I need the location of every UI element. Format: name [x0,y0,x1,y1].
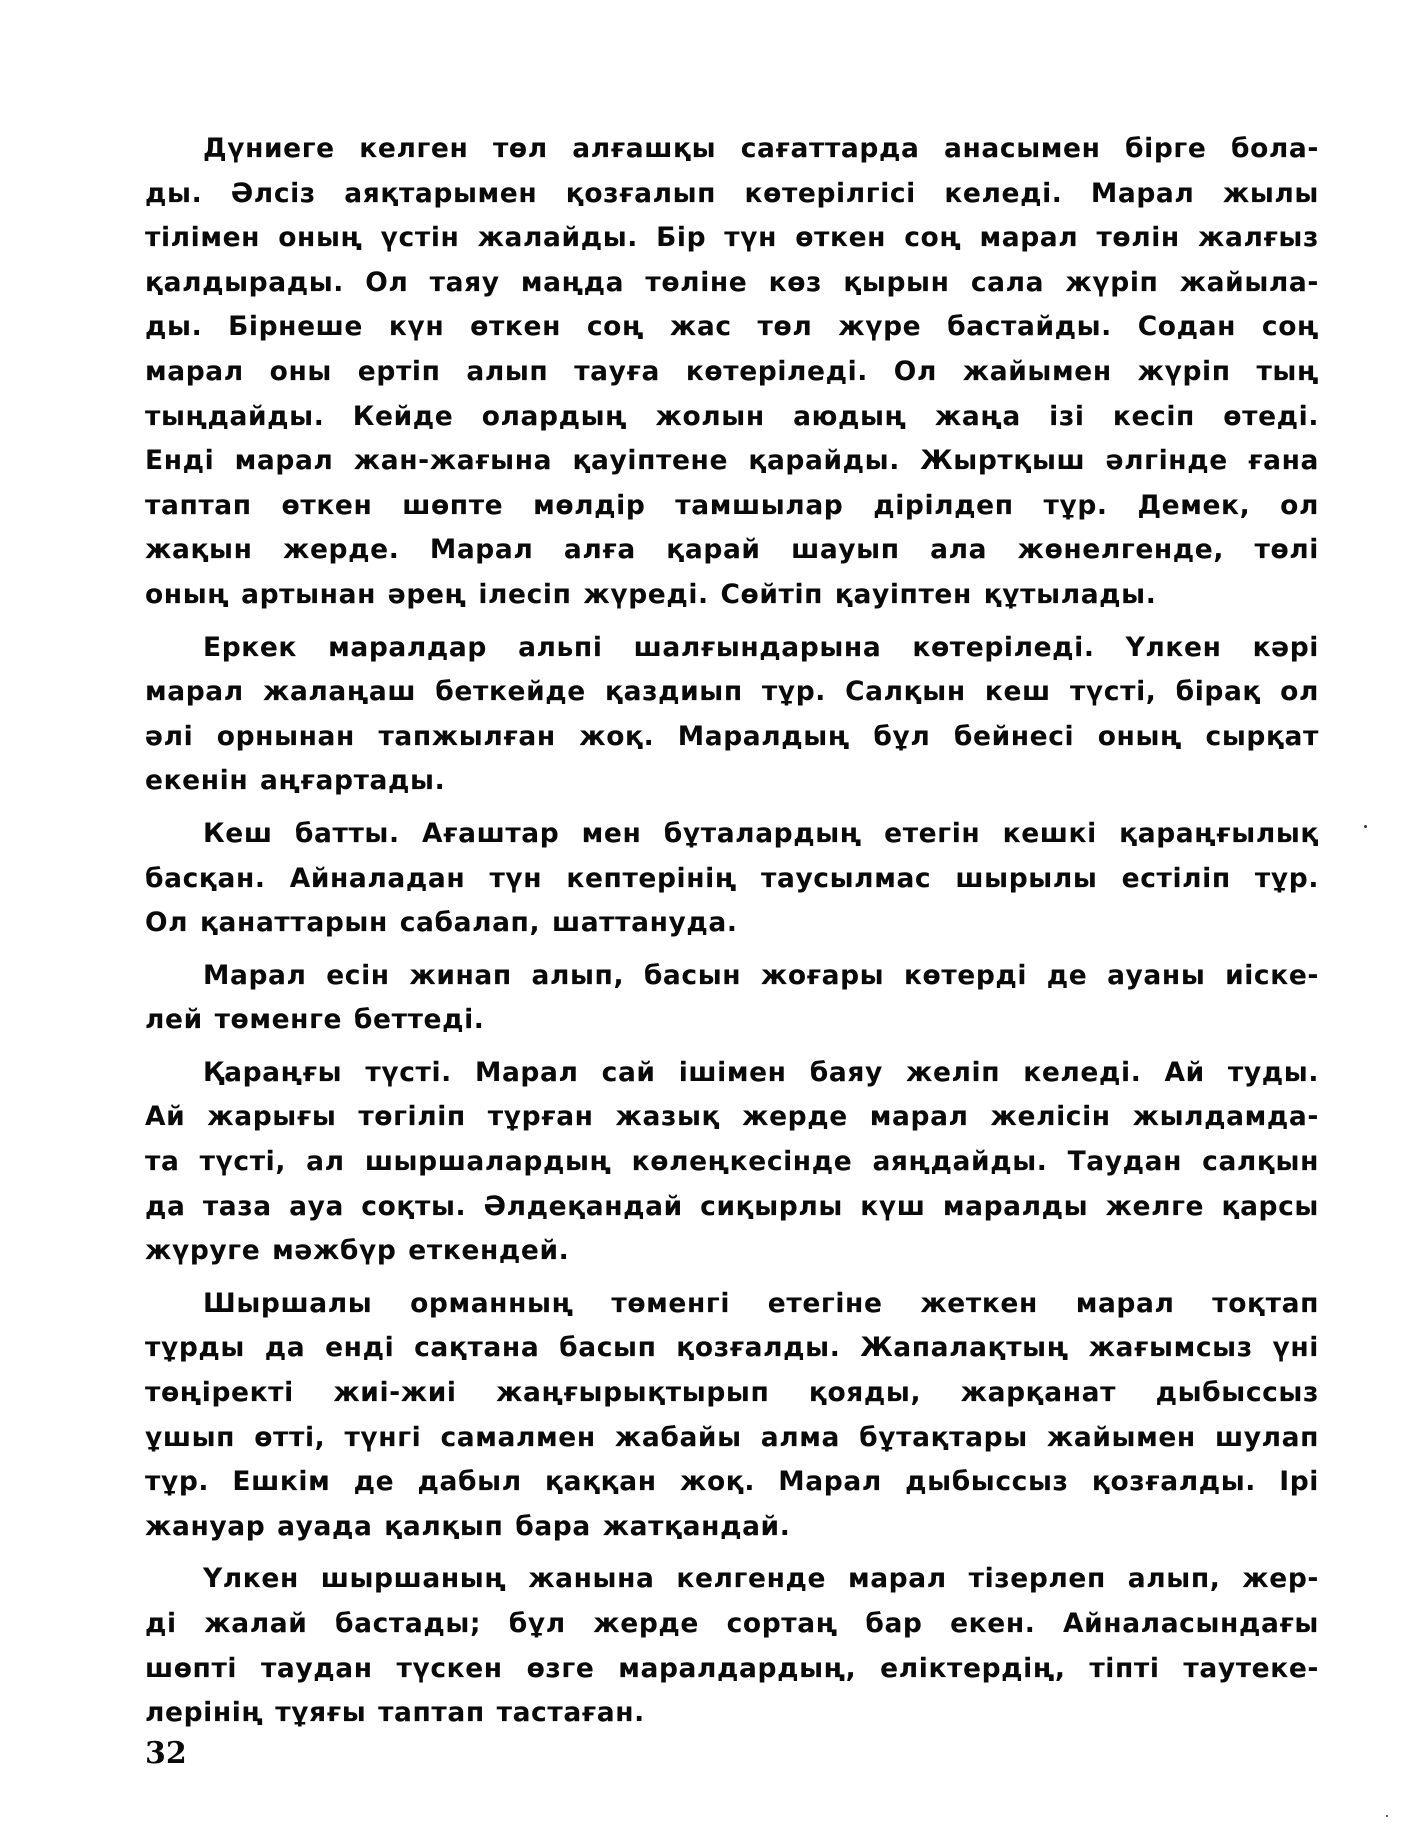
text-line: Еркек маралдар альпі шалғындарына көтеріледі. Үлкен кәрі [203,631,1319,663]
text-line: тыңдайды. Кейде олардың жолын аюдың жаңа ізі кесіп өтеді. [145,400,1319,432]
text-line: Ол қанаттарын сабалап, шаттануда. [145,907,738,939]
text-line: марал оны ертіп алып тауға көтеріледі. Ол жайымен жүріп тың [145,355,1319,387]
text-line: ді жалай бастады; бұл жерде сортаң бар екен. Айналасындағы [145,1608,1319,1639]
text-line: Енді марал жан-жағына қауіптене қарайды. Жыртқыш әлгінде ғана [145,445,1319,477]
text-line: тілімен оның үстін жалайды. Бір түн өткен соң марал төлін жалғыз [145,222,1319,254]
scan-speck [1364,825,1367,828]
paragraph [145,1282,1319,1550]
text-line: Шыршалы орманның төменгі етегіне жеткен марал тоқтап [203,1287,1319,1319]
text-line: тұр. Ешкім де дабыл қаққан жоқ. Марал дыбыссыз қозғалды. Ірі [145,1466,1319,1498]
text-line: жүруге мәжбүр еткендей. [145,1235,570,1267]
text-line: екенін аңғартады. [145,765,446,797]
text-line: әлі орнынан тапжылған жоқ. Маралдың бұл бейнесі оның сырқат [145,720,1319,752]
text-line: лей төменге беттеді. [145,1004,485,1036]
text-line: ды. Бірнеше күн өткен соң жас төл жүре бастайды. Содан соң [145,311,1319,343]
text-line: марал жалаңаш беткейде қаздиып тұр. Салқын кеш түсті, бірақ ол [145,676,1319,708]
text-line: оның артынан әрең ілесіп жүреді. Сөйтіп қауіптен құтылады. [145,578,1157,610]
text-line: ды. Әлсіз аяқтарымен қозғалып көтерілгісі келеді. Марал жылы [145,177,1319,209]
paragraph [145,127,1319,618]
text-line: таптап өткен шөпте мөлдір тамшылар дірілдеп тұр. Демек, ол [145,489,1319,521]
text-line: Дүниеге келген төл алғашқы сағаттарда анасымен бірге бола- [203,133,1319,164]
page-number: 32 [145,1736,187,1771]
text-line: жануар ауада қалқып бара жатқандай. [145,1510,791,1542]
text-line: Үлкен шыршаның жанына келгенде марал тізерлеп алып, жер- [203,1563,1319,1595]
text-line: басқан. Айналадан түн кептерінің таусылмас шырылы естіліп тұр. [145,862,1319,894]
text-line: Марал есін жинап алып, басын жоғары көтерді де ауаны иіске- [203,959,1319,991]
text-line: ұшып өтті, түнгі самалмен жабайы алма бұтақтары жайымен шулап [145,1421,1319,1453]
paragraph [145,626,1319,804]
text-line: та түсті, ал шыршалардың көлеңкесінде аяңдайды. Таудан салқын [145,1146,1319,1178]
text-line: төңіректі жиі-жиі жаңғырықтырып қояды, жарқанат дыбыссыз [145,1377,1319,1409]
text-line: Қараңғы түсті. Марал сай ішімен баяу желіп келеді. Ай туды. [203,1056,1319,1088]
text-line: Ай жарығы төгіліп тұрған жазық жерде марал желісін жылдамда- [145,1101,1319,1133]
book-page-body [145,127,1319,1744]
paragraph [145,812,1319,946]
text-line: жақын жерде. Марал алға қарай шауып ала жөнелгенде, төлі [145,534,1319,566]
text-line: да таза ауа соқты. Әлдеқандай сиқырлы күш маралды желге қарсы [145,1190,1319,1222]
text-line: Кеш батты. Ағаштар мен бұталардың етегін кешкі қараңғылық [203,817,1319,849]
text-line: тұрды да енді сақтана басып қозғалды. Жапалақтың жағымсыз үні [145,1332,1319,1364]
text-line: шөпті таудан түскен өзге маралдардың, еліктердің, тіпті таутеке- [145,1652,1319,1684]
text-line: лерінің тұяғы таптап тастаған. [145,1697,645,1729]
paragraph [145,1557,1319,1735]
paragraph [145,954,1319,1043]
paragraph [145,1051,1319,1274]
scan-speck [1386,1815,1388,1817]
text-line: қалдырады. Ол таяу маңда төліне көз қырын сала жүріп жайыла- [145,266,1319,298]
